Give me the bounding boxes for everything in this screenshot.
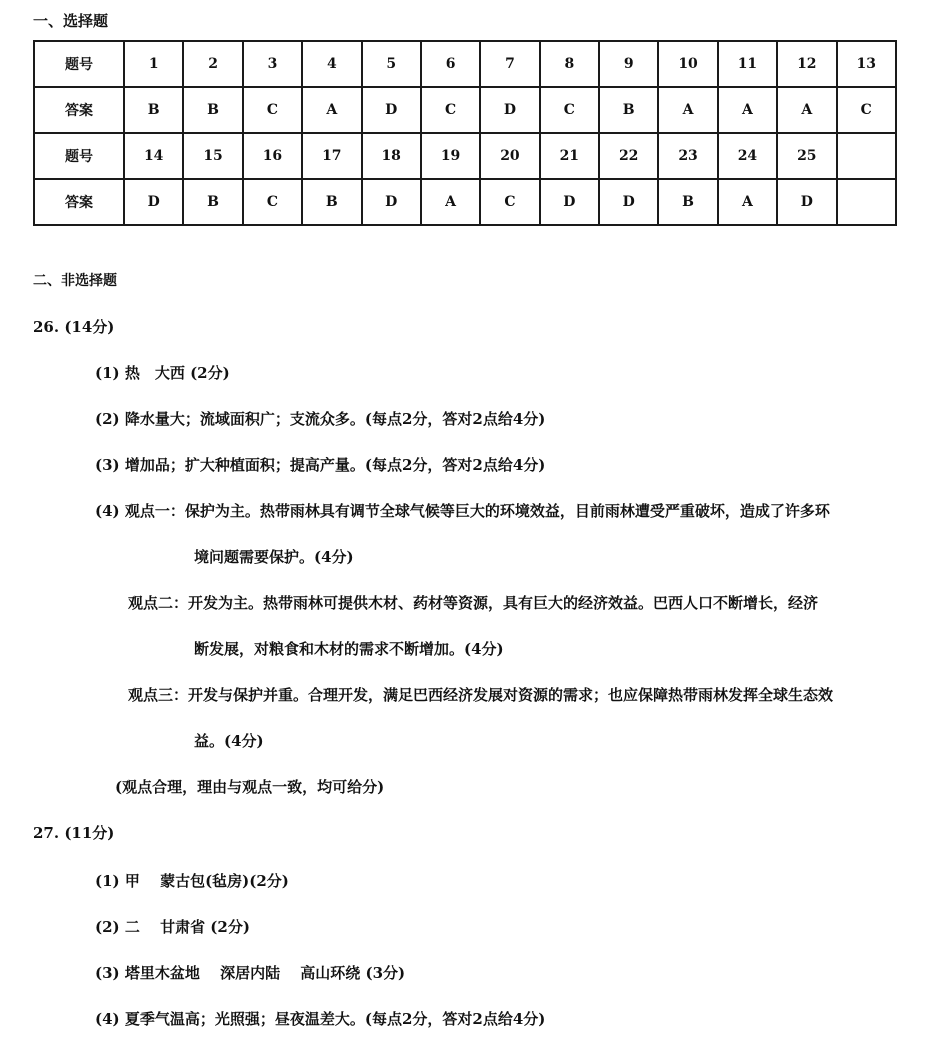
table-cell: 3 [243, 41, 302, 87]
q26-part-3: (3) 增加品；扩大种植面积；提高产量。(每点2分，答对2点给4分) [95, 456, 546, 474]
table-cell: 4 [302, 41, 361, 87]
table-cell: 9 [599, 41, 658, 87]
q26-part-4-view-1-line-2: 境问题需要保护。(4分) [194, 548, 354, 566]
table-cell: B [599, 87, 658, 133]
row-label: 答案 [34, 87, 124, 133]
table-cell: C [837, 87, 897, 133]
table-cell: D [480, 87, 539, 133]
table-cell: B [658, 179, 717, 225]
row-label: 答案 [34, 179, 124, 225]
q26-part-1: (1) 热 大西 (2分) [95, 364, 230, 382]
table-row [34, 133, 896, 179]
table-cell: 1 [124, 41, 183, 87]
table-cell: 5 [362, 41, 421, 87]
q26-part-4-view-2-line-1: 观点二：开发为主。热带雨林可提供木材、药材等资源，具有巨大的经济效益。巴西人口不断增长，经济 [128, 594, 819, 612]
question-26-header: 26. (14分) [33, 318, 115, 336]
table-cell: 8 [540, 41, 599, 87]
table-cell: 23 [658, 133, 717, 179]
q27-part-3: (3) 塔里木盆地 深居内陆 高山环绕 (3分) [95, 964, 406, 982]
table-cell: B [183, 179, 242, 225]
table-cell: A [718, 179, 777, 225]
table-cell: 13 [837, 41, 897, 87]
q26-part-4-view-1-line-1: (4) 观点一：保护为主。热带雨林具有调节全球气候等巨大的环境效益，目前雨林遭受严重破坏，造成了许多环 [95, 502, 830, 520]
table-cell: 7 [480, 41, 539, 87]
table-cell: 16 [243, 133, 302, 179]
q26-part-2: (2) 降水量大；流域面积广；支流众多。(每点2分，答对2点给4分) [95, 410, 546, 428]
table-cell: C [540, 87, 599, 133]
table-cell: D [362, 179, 421, 225]
table-cell: 10 [658, 41, 717, 87]
table-cell: 12 [777, 41, 836, 87]
section-2-title: 二、非选择题 [33, 273, 117, 289]
table-cell: 15 [183, 133, 242, 179]
table-cell: C [421, 87, 480, 133]
section-1-title: 一、选择题 [33, 12, 109, 30]
table-cell: C [243, 179, 302, 225]
table-row [34, 41, 896, 87]
table-cell: D [777, 179, 836, 225]
table-cell: B [302, 179, 361, 225]
table-cell: 19 [421, 133, 480, 179]
table-cell: A [302, 87, 361, 133]
row-label: 题号 [34, 41, 124, 87]
table-cell [837, 133, 897, 179]
table-cell: D [599, 179, 658, 225]
table-cell: D [362, 87, 421, 133]
q26-part-4-view-3-line-2: 益。(4分) [194, 732, 264, 750]
table-cell: 22 [599, 133, 658, 179]
table-cell: B [124, 87, 183, 133]
table-cell: 25 [777, 133, 836, 179]
q26-part-4-view-3-line-1: 观点三：开发与保护并重。合理开发，满足巴西经济发展对资源的需求；也应保障热带雨林发挥全球生态效 [128, 686, 834, 704]
table-cell: 20 [480, 133, 539, 179]
table-cell: A [421, 179, 480, 225]
table-cell: A [718, 87, 777, 133]
table-cell: A [658, 87, 717, 133]
table-cell: B [183, 87, 242, 133]
table-cell: C [480, 179, 539, 225]
q27-part-4: (4) 夏季气温高；光照强；昼夜温差大。(每点2分，答对2点给4分) [95, 1010, 546, 1028]
table-row [34, 179, 896, 225]
row-label: 题号 [34, 133, 124, 179]
table-cell [837, 179, 897, 225]
answer-table [33, 40, 897, 226]
table-cell: A [777, 87, 836, 133]
table-cell: 24 [718, 133, 777, 179]
table-cell: 14 [124, 133, 183, 179]
table-cell: 11 [718, 41, 777, 87]
question-27-header: 27. (11分) [33, 824, 115, 842]
table-cell: C [243, 87, 302, 133]
q27-part-2: (2) 二 甘肃省 (2分) [95, 918, 250, 936]
q26-grading-note: (观点合理，理由与观点一致，均可给分) [115, 778, 385, 796]
table-cell: 21 [540, 133, 599, 179]
table-cell: 6 [421, 41, 480, 87]
q26-part-4-view-2-line-2: 断发展，对粮食和木材的需求不断增加。(4分) [194, 640, 504, 658]
table-cell: 17 [302, 133, 361, 179]
table-cell: 18 [362, 133, 421, 179]
table-row [34, 87, 896, 133]
q27-part-1: (1) 甲 蒙古包(毡房)(2分) [95, 872, 289, 890]
table-cell: 2 [183, 41, 242, 87]
table-cell: D [540, 179, 599, 225]
table-cell: D [124, 179, 183, 225]
